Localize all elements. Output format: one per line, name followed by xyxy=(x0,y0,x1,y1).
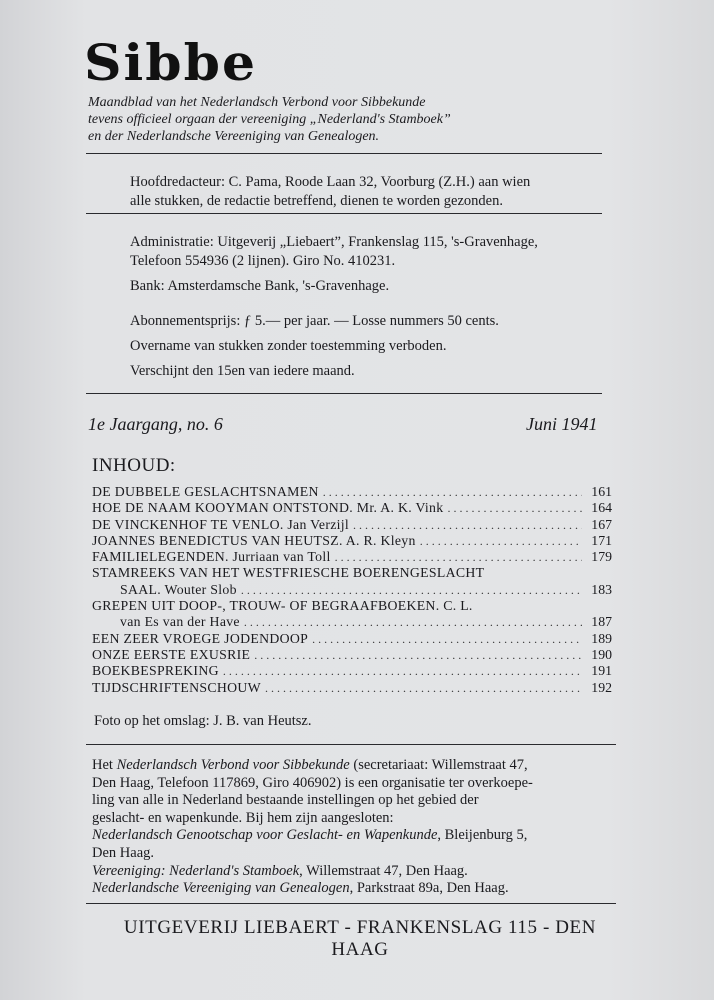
divider xyxy=(86,393,602,394)
toc-page: 167 xyxy=(591,516,612,532)
publisher-footer: UITGEVERIJ LIEBAERT - FRANKENSLAG 115 - DEN HAAG xyxy=(123,917,597,960)
text-run: , Willemstraat 47, Den Haag. xyxy=(299,862,468,879)
admin-line: Telefoon 554936 (2 lijnen). Giro No. 410231. xyxy=(130,253,396,269)
toc-entry[interactable] xyxy=(92,517,612,533)
admin-block xyxy=(130,233,610,381)
leader-dots xyxy=(265,680,582,696)
divider xyxy=(86,744,616,745)
leader-dots xyxy=(312,631,582,647)
toc-title: STAMREEKS VAN HET WESTFRIESCHE BOERENGESLACHT xyxy=(92,565,485,581)
verbond-line xyxy=(92,757,616,775)
toc-title: GREPEN UIT DOOP-, TROUW- OF BEGRAAFBOEKEN. xyxy=(92,598,440,614)
leader-dots xyxy=(447,500,582,516)
text-run: , Bleijenburg 5, xyxy=(437,827,528,844)
leader-dots xyxy=(244,614,582,630)
cover-photo-credit: Foto op het omslag: J. B. van Heutsz. xyxy=(94,713,312,729)
toc-page: 191 xyxy=(591,663,612,679)
toc-title: FAMILIELEGENDEN. xyxy=(92,549,229,565)
toc-title: ONZE EERSTE EXUSRIE xyxy=(92,646,251,662)
editor-block xyxy=(130,173,610,211)
table-of-contents xyxy=(92,484,612,696)
toc-page: 187 xyxy=(591,614,612,630)
issue-volume: 1e Jaargang, no. 6 xyxy=(88,414,223,434)
toc-title: TIJDSCHRIFTENSCHOUW xyxy=(92,679,261,695)
toc-title: DE VINCKENHOF TE VENLO. xyxy=(92,516,284,532)
toc-title: EEN ZEER VROEGE JODENDOOP xyxy=(92,630,309,646)
toc-title: BOEKBESPREKING xyxy=(92,663,219,679)
verbond-line: Den Haag, Telefoon 117869, Giro 406902) is een organisatie ter overkoepe- xyxy=(92,774,533,791)
verbond-description xyxy=(92,757,616,898)
org-name: Nederlandsch Verbond voor Sibbekunde xyxy=(116,757,350,773)
toc-entry[interactable] xyxy=(92,647,612,663)
toc-entry[interactable] xyxy=(92,582,612,598)
toc-page: 164 xyxy=(591,500,612,516)
divider xyxy=(86,903,616,904)
leader-dots xyxy=(254,647,582,663)
leader-dots xyxy=(223,663,582,679)
toc-entry[interactable] xyxy=(92,549,612,565)
toc-entry[interactable] xyxy=(92,631,612,647)
leader-dots xyxy=(323,484,582,500)
toc-page: 171 xyxy=(591,532,612,548)
toc-title: DE DUBBELE GESLACHTSNAMEN xyxy=(92,484,319,499)
toc-entry[interactable] xyxy=(92,484,612,500)
issue-date: Juni 1941 xyxy=(526,414,598,434)
divider xyxy=(86,153,602,154)
toc-title: SAAL. xyxy=(120,581,161,597)
toc-title: HOE DE NAAM KOOYMAN ONTSTOND. xyxy=(92,500,353,516)
toc-page: 183 xyxy=(591,581,612,597)
toc-page: 189 xyxy=(591,630,612,646)
verbond-line xyxy=(92,827,616,845)
verbond-line: geslacht- en wapenkunde. Bij hem zijn aangesloten: xyxy=(92,809,394,826)
verbond-line xyxy=(92,863,616,881)
verbond-line: Den Haag. xyxy=(92,844,155,861)
toc-page: 192 xyxy=(591,679,612,695)
toc-author: Jan Verzijl xyxy=(287,516,350,532)
toc-entry[interactable] xyxy=(92,614,612,630)
toc-author: Mr. A. K. Vink xyxy=(356,500,444,516)
verbond-line: ling van alle in Nederland bestaande instellingen op het gebied der xyxy=(92,792,479,809)
org-name: Nederlandsche Vereeniging van Genealogen xyxy=(92,880,350,897)
toc-entry[interactable] xyxy=(92,680,612,696)
copyright-line: Overname van stukken zonder toestemming verboden. xyxy=(130,338,447,354)
toc-author: Wouter Slob xyxy=(164,581,237,597)
toc-entry[interactable] xyxy=(92,598,612,614)
price-line: Abonnementsprijs: ƒ 5.— per jaar. — Losse nummers 50 cents. xyxy=(130,313,499,329)
toc-entry[interactable] xyxy=(92,533,612,549)
leader-dots xyxy=(335,549,582,565)
subtitle-line: tevens officieel orgaan der vereeniging „Nederland's Stamboek” xyxy=(88,112,451,127)
toc-author: A. R. Kleyn xyxy=(345,532,416,548)
text-run: (secretariaat: Willemstraat 47, xyxy=(349,757,528,773)
toc-page: 161 xyxy=(591,484,612,499)
masthead-title: Sibbe xyxy=(84,34,258,93)
toc-page: 190 xyxy=(591,646,612,662)
editor-line: alle stukken, de redactie betreffend, dienen te worden gezonden. xyxy=(130,193,503,209)
text-run: , Parkstraat 89a, Den Haag. xyxy=(349,880,509,897)
org-name: Nederlandsch Genootschap voor Geslacht- en Wapenkunde xyxy=(92,827,438,844)
text-run: Het xyxy=(92,757,117,773)
org-name: Vereeniging: Nederland's Stamboek xyxy=(92,862,300,879)
subtitle xyxy=(88,94,628,145)
editor-line: Hoofdredacteur: C. Pama, Roode Laan 32, Voorburg (Z.H.) aan wien xyxy=(130,174,531,190)
leader-dots xyxy=(420,533,582,549)
contents-heading: INHOUD: xyxy=(92,455,176,476)
admin-line: Administratie: Uitgeverij „Liebaert”, Frankenslag 115, 's-Gravenhage, xyxy=(130,234,538,250)
toc-entry[interactable] xyxy=(92,500,612,516)
toc-author: C. L. xyxy=(443,598,473,614)
leader-dots xyxy=(353,517,582,533)
divider xyxy=(86,213,602,214)
bank-line: Bank: Amsterdamsche Bank, 's-Gravenhage. xyxy=(130,278,390,294)
leader-dots xyxy=(241,582,582,598)
toc-title: JOANNES BENEDICTUS VAN HEUTSZ. xyxy=(92,532,343,548)
toc-entry[interactable] xyxy=(92,663,612,679)
subtitle-line: en der Nederlandsche Vereeniging van Genealogen. xyxy=(88,129,380,144)
schedule-line: Verschijnt den 15en van iedere maand. xyxy=(130,363,355,379)
toc-author: van Es van der Have xyxy=(120,614,240,630)
subtitle-line: Maandblad van het Nederlandsch Verbond voor Sibbekunde xyxy=(88,95,426,110)
toc-author: Jurriaan van Toll xyxy=(232,549,331,565)
toc-entry[interactable] xyxy=(92,565,612,581)
toc-page: 179 xyxy=(591,549,612,565)
verbond-line xyxy=(92,880,616,898)
